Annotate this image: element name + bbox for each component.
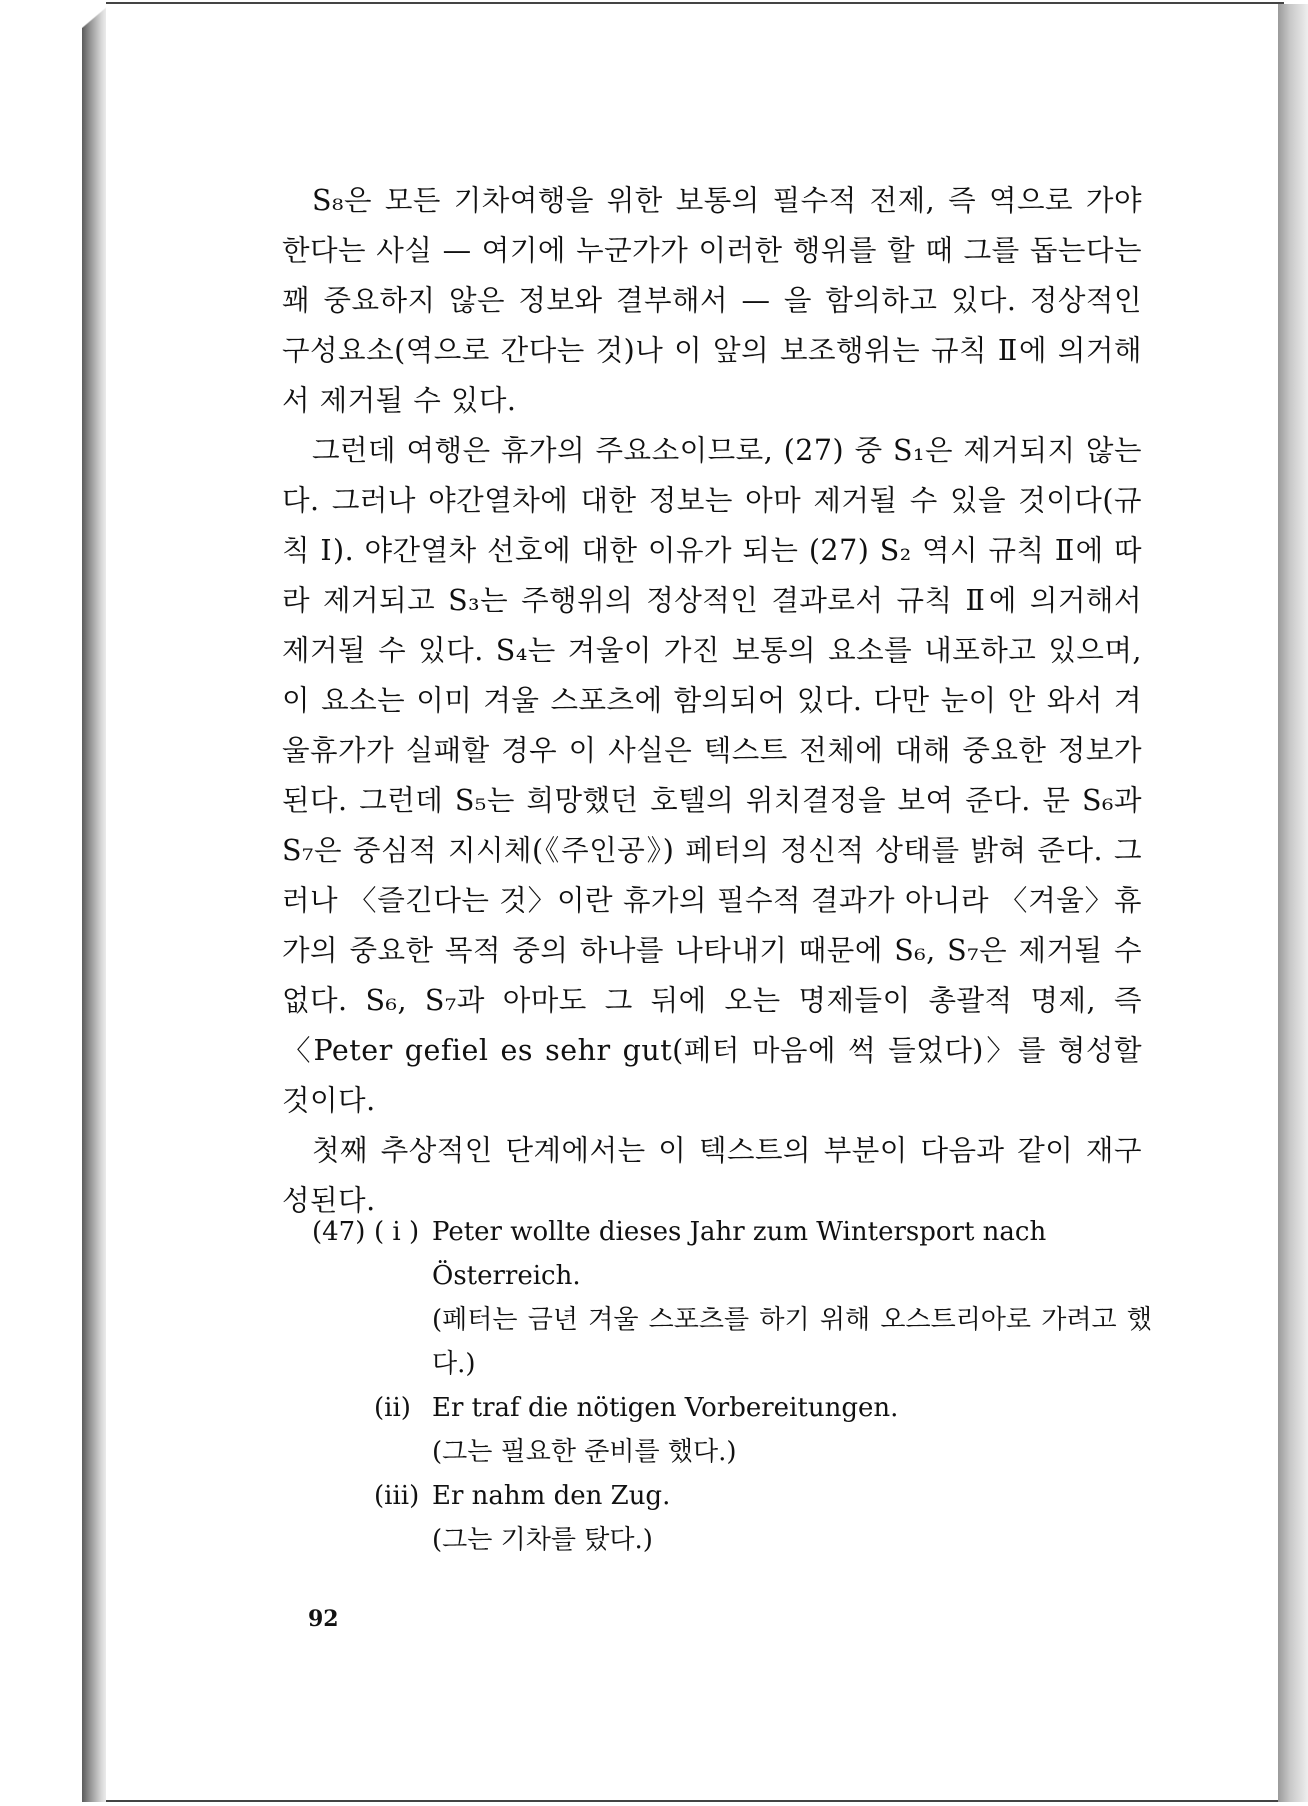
example-list-47 xyxy=(312,1210,1152,1562)
example-item-i xyxy=(312,1210,1152,1386)
paragraph-text: S₈은 모든 기차여행을 위한 보통의 필수적 전제, 즉 역으로 가야 한다는 사실 — 여기에 누군가가 이러한 행위를 할 때 그를 돕는다는 꽤 중요하지 않은 정보와 결부해서 — 을 함의하고 있다. 정상적인 구성요소(역으로 간다는 것)나 이 앞의 보조행위는 규칙 Ⅱ에 의거해서 제거될 수 있다. xyxy=(282,184,1142,417)
paragraph-2 xyxy=(282,426,1142,1126)
body-text xyxy=(282,176,1142,1226)
example-korean: (그는 필요한 준비를 했다.) xyxy=(432,1437,737,1467)
page-left-edge xyxy=(82,6,108,1802)
paragraph-text: 그런데 여행은 휴가의 주요소이므로, (27) 중 S₁은 제거되지 않는다. 그러나 야간열차에 대한 정보는 아마 제거될 수 있을 것이다(규칙 Ⅰ). 야간열차 선호에 대한 이유가 되는 (27) S₂ 역시 규칙 Ⅱ에 따라 제거되고 S₃는 주행위의 정상적인 결과로서 규칙 Ⅱ에 의거해서 제거될 수 있다. S₄는 겨울이 가진 보통의 요소를 내포하고 있으며, 이 요소는 이미 겨울 스포츠에 함의되어 있다. 다만 눈이 안 와서 겨울휴가가 실패할 경우 이 사실은 텍스트 전체에 대해 중요한 정보가 된다. 그런데 S₅는 희망했던 호텔의 위치결정을 보여 준다. 문 S₆과 S₇은 중심적 지시체(《주인공》) 페터의 정신적 상태를 밝혀 준다. 그러나 〈즐긴다는 것〉이란 휴가의 필수적 결과가 아니라 〈겨울〉휴가의 중요한 목적 중의 하나를 나타내기 때문에 S₆, S₇은 제거될 수 없다. S₆, S₇과 아마도 그 뒤에 오는 명제들이 총괄적 명제, 즉 〈Peter gefiel es sehr gut(페터 마음에 썩 들었다)〉를 형성할 것이다. xyxy=(282,434,1143,1117)
page-number: 92 xyxy=(308,1606,339,1632)
example-korean: (그는 기차를 탔다.) xyxy=(432,1525,653,1555)
paragraph-text: 첫째 추상적인 단계에서는 이 텍스트의 부분이 다음과 같이 재구성된다. xyxy=(282,1134,1142,1217)
example-korean: (페터는 금년 겨울 스포츠를 하기 위해 오스트리아로 가려고 했다.) xyxy=(432,1305,1152,1379)
example-roman-i: ( i ) xyxy=(374,1217,420,1247)
example-german: Er nahm den Zug. xyxy=(432,1481,671,1511)
example-item-ii xyxy=(312,1386,1152,1474)
example-item-iii xyxy=(312,1474,1152,1562)
example-german: Peter wollte dieses Jahr zum Wintersport nach Österreich. xyxy=(432,1217,1047,1291)
page-right-shadow xyxy=(1278,4,1308,1802)
example-roman-ii: (ii) xyxy=(374,1393,411,1423)
example-number: (47) xyxy=(312,1217,366,1247)
example-roman-iii: (iii) xyxy=(374,1481,420,1511)
paragraph-1 xyxy=(282,176,1142,426)
example-german: Er traf die nötigen Vorbereitungen. xyxy=(432,1393,899,1423)
